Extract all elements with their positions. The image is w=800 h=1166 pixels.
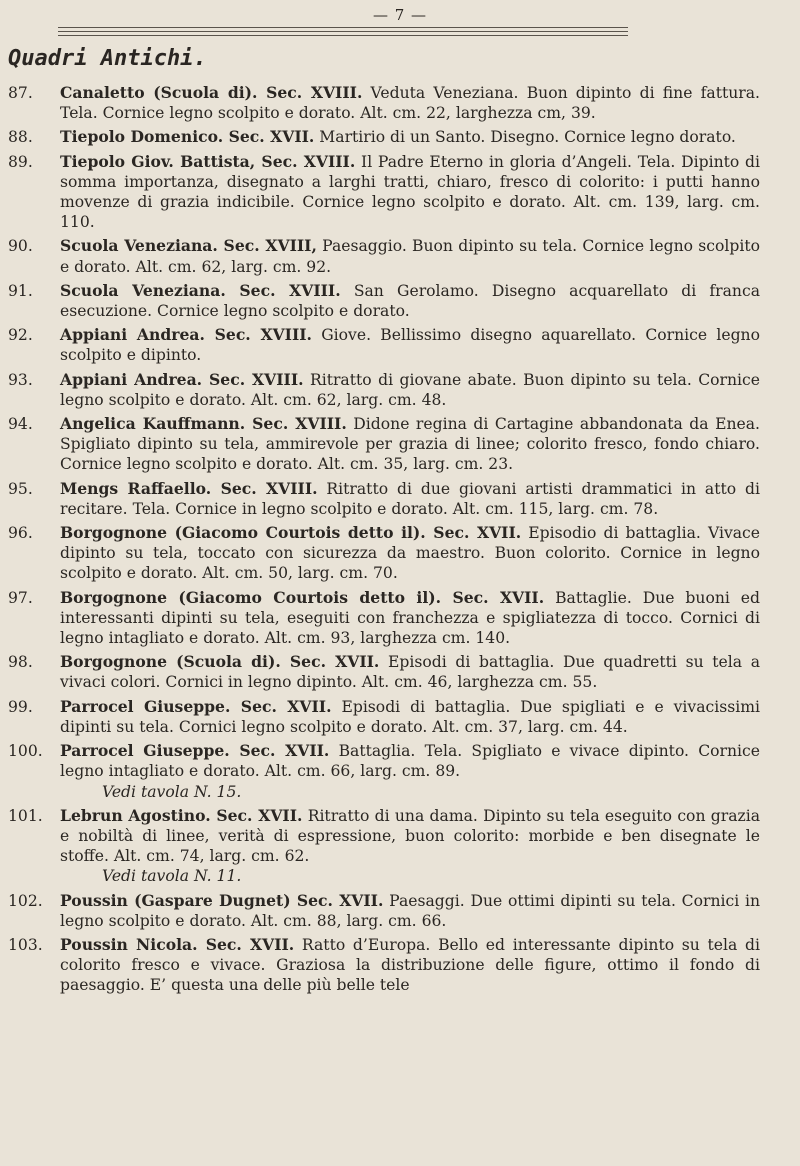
entry-heading: Poussin (Gaspare Dugnet) Sec. XVII. [60, 890, 384, 910]
plate-reference: Vedi tavola N. 11. [102, 867, 242, 886]
entry-number: 103. [8, 935, 43, 954]
catalog-entry [0, 741, 760, 802]
entry-number: 100. [8, 742, 43, 761]
entry-description: Episodi di battaglia. Due quadretti su tela a vivaci colori. Cornici in legno dipinto. Alt. cm. 46, larghezza cm. 55. [60, 653, 761, 692]
header-rule [58, 35, 628, 36]
entry-heading: Appiani Andrea. Sec. XVIII. [60, 325, 312, 345]
page-number: — 7 — [372, 6, 428, 24]
catalog-entry [0, 152, 760, 233]
entry-description: Paesaggio. Buon dipinto su tela. Cornice legno scolpito e dorato. Alt. cm. 62, larg. cm. 92. [60, 237, 760, 276]
entry-description: Battaglie. Due buoni ed interessanti dipinti su tela, eseguiti con franchezza e spigliatezza di tocco. Cornici di legno intagliato e dorato. Alt. cm. 93, larghezza cm. 140. [60, 588, 761, 648]
entry-number: 98. [8, 653, 33, 672]
catalog-entries [0, 83, 760, 1000]
entry-number: 101. [8, 806, 43, 825]
entry-heading: Canaletto (Scuola di). Sec. XVIII. [60, 83, 363, 102]
entry-heading: Parrocel Giuseppe. Sec. XVII. [60, 696, 332, 716]
entry-description: Veduta Veneziana. Buon dipinto di fine fattura. Tela. Cornice legno scolpito e dorato. Alt. cm. 22, larghezza cm, 39. [60, 84, 760, 123]
catalog-entry [0, 83, 760, 123]
catalog-entry [0, 935, 760, 996]
catalog-entry [0, 281, 760, 321]
entry-description: Martirio di un Santo. Disegno. Cornice legno dorato. [314, 128, 736, 147]
catalog-entry [0, 325, 760, 365]
entry-number: 97. [8, 588, 33, 607]
entry-description: Battaglia. Tela. Spigliato e vivace dipinto. Cornice legno intagliato e dorato. Alt. cm. 66, larg. cm. 89. [60, 742, 760, 781]
header-rule [58, 31, 628, 32]
catalog-entry [0, 697, 760, 737]
entry-number: 99. [8, 697, 33, 716]
entry-heading: Scuola Veneziana. Sec. XVIII, [60, 236, 317, 256]
catalog-entry [0, 891, 760, 931]
entry-description: Ratto d’Europa. Bello ed interessante dipinto su tela di colorito fresco e vivace. Graziosa la distribuzione delle figure, ottimo il fondo di paesaggio. E’ questa una delle più belle tele [60, 935, 760, 995]
entry-heading: Angelica Kauffmann. Sec. XVIII. [60, 414, 347, 434]
entry-number: 95. [8, 479, 33, 498]
entry-description: Ritratto di due giovani artisti drammatici in atto di recitare. Tela. Cornice in legno scolpito e dorato. Alt. cm. 115, larg. cm. 78. [60, 479, 760, 518]
entry-number: 89. [8, 152, 33, 171]
catalog-entry [0, 236, 760, 276]
header-rule [58, 27, 628, 28]
catalog-entry [0, 414, 760, 475]
entry-description: Paesaggi. Due ottimi dipinti su tela. Cornici in legno scolpito e dorato. Alt. cm. 88, larg. cm. 66. [60, 891, 760, 930]
entry-number: 102. [8, 891, 43, 910]
entry-description: San Gerolamo. Disegno acquarellato di franca esecuzione. Cornice legno scolpito e dorato. [60, 281, 760, 321]
entry-description: Ritratto di giovane abate. Buon dipinto su tela. Cornice legno scolpito e dorato. Alt. cm. 62, larg. cm. 48. [60, 370, 760, 409]
entry-description: Il Padre Eterno in gloria d’Angeli. Tela. Dipinto di somma importanza, disegnato a larghi tratti, chiaro, fresco di colorito: i putti hanno movenze di grazia indicibile. Cornice legno scolpito e dorato. Alt. cm. 139, larg. cm. 110. [60, 152, 760, 232]
entry-heading: Borgognone (Scuola di). Sec. XVII. [60, 652, 380, 672]
catalog-entry [0, 806, 760, 887]
entry-description: Episodio di battaglia. Vivace dipinto su tela, toccato con sicurezza da maestro. Buon colorito. Cornice in legno scolpito e dorato. Alt. cm. 50, larg. cm. 70. [60, 524, 761, 583]
entry-description: Episodi di battaglia. Due spigliati e e vivacissimi dipinti su tela. Cornici legno scolpito e dorato. Alt. cm. 37, larg. cm. 44. [60, 697, 760, 736]
entry-description: Ritratto di una dama. Dipinto su tela eseguito con grazia e nobiltà di linee, verità di espressione, buon colorito: morbide e ben disegnate le stoffe. Alt. cm. 74, larg. cm. 62. [60, 806, 760, 866]
catalog-entry [0, 127, 760, 147]
entry-heading: Borgognone (Giacomo Courtois detto il). Sec. XVII. [60, 587, 545, 607]
entry-number: 88. [8, 128, 33, 147]
entry-number: 96. [8, 524, 33, 543]
entry-heading: Appiani Andrea. Sec. XVIII. [60, 369, 304, 389]
entry-heading: Lebrun Agostino. Sec. XVII. [60, 805, 303, 825]
entry-number: 87. [8, 84, 33, 102]
entry-heading: Tiepolo Giov. Battista, Sec. XVIII. [60, 151, 356, 171]
plate-reference: Vedi tavola N. 15. [102, 782, 242, 801]
catalog-entry [0, 523, 760, 584]
entry-number: 90. [8, 237, 33, 256]
catalog-entry [0, 652, 760, 692]
entry-number: 92. [8, 326, 33, 345]
entry-heading: Scuola Veneziana. Sec. XVIII. [60, 280, 341, 300]
entry-heading: Mengs Raffaello. Sec. XVIII. [60, 478, 318, 498]
entry-heading: Borgognone (Giacomo Courtois detto il). Sec. XVII. [60, 523, 522, 543]
section-title: Quadri Antichi. [8, 46, 207, 71]
catalog-entry [0, 588, 760, 649]
entry-number: 94. [8, 415, 33, 434]
entry-number: 93. [8, 370, 33, 389]
entry-description: Giove. Bellissimo disegno aquarellato. Cornice legno scolpito e dipinto. [60, 326, 760, 365]
entry-description: Didone regina di Cartagine abbandonata da Enea. Spigliato dipinto su tela, ammirevole per grazia di linee; colorito fresco, fondo chiaro. Cornice legno scolpito e dorato. Alt. cm. 35, larg. cm. 23. [60, 415, 760, 474]
catalog-entry [0, 370, 760, 410]
entry-number: 91. [8, 281, 33, 300]
entry-heading: Poussin Nicola. Sec. XVII. [60, 934, 295, 954]
entry-heading: Tiepolo Domenico. Sec. XVII. [60, 127, 315, 147]
catalog-entry [0, 479, 760, 519]
entry-heading: Parrocel Giuseppe. Sec. XVII. [60, 741, 330, 761]
